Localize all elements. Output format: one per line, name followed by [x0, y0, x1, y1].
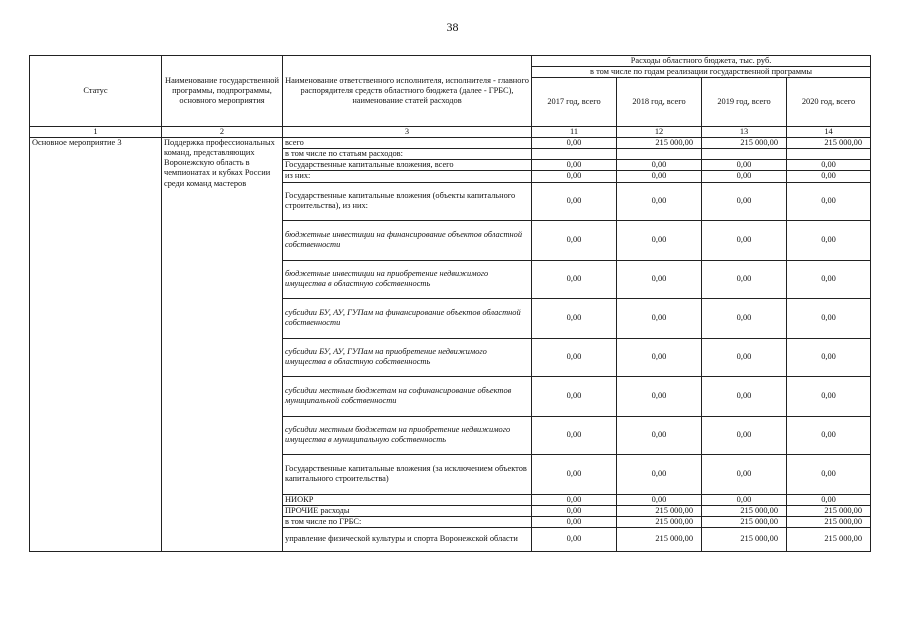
row-value-2018: 0,00: [617, 454, 702, 494]
row-value-2019: 215 000,00: [702, 505, 787, 516]
row-label: субсидии местным бюджетам на софинансирование объектов муниципальной собственности: [283, 376, 532, 416]
column-index: 2: [162, 127, 283, 138]
row-value-2020: 215 000,00: [787, 516, 871, 527]
row-label: в том числе по ГРБС:: [283, 516, 532, 527]
row-value-2019: 0,00: [702, 260, 787, 298]
row-value-2018: 0,00: [617, 182, 702, 220]
table-row: [30, 138, 871, 149]
row-value-2018: 0,00: [617, 338, 702, 376]
budget-table: [29, 55, 871, 552]
row-value-2018: 0,00: [617, 160, 702, 171]
row-value-2017: 0,00: [532, 527, 617, 551]
row-label: ПРОЧИЕ расходы: [283, 505, 532, 516]
row-value-2017: 0,00: [532, 376, 617, 416]
row-value-2018: 215 000,00: [617, 516, 702, 527]
row-label: Государственные капитальные вложения, всего: [283, 160, 532, 171]
row-value-2018: 0,00: [617, 171, 702, 182]
row-value-2017: 0,00: [532, 516, 617, 527]
column-index: 3: [283, 127, 532, 138]
row-label: Государственные капитальные вложения (объекты капитального строительства), из них:: [283, 182, 532, 220]
header-year-2019: 2019 год, всего: [702, 78, 787, 127]
row-label: Государственные капитальные вложения (за исключением объектов капитального строительства): [283, 454, 532, 494]
row-value-2020: 0,00: [787, 416, 871, 454]
row-label: НИОКР: [283, 494, 532, 505]
column-index: 14: [787, 127, 871, 138]
row-value-2019: 215 000,00: [702, 138, 787, 149]
header-status: Статус: [30, 56, 162, 127]
row-value-2019: 0,00: [702, 376, 787, 416]
row-value-2018: 215 000,00: [617, 527, 702, 551]
row-value-2017: 0,00: [532, 454, 617, 494]
row-value-2018: 0,00: [617, 376, 702, 416]
row-label: в том числе по статьям расходов:: [283, 149, 532, 160]
row-value-2018: 215 000,00: [617, 505, 702, 516]
row-value-2018: 0,00: [617, 298, 702, 338]
row-value-2018: 0,00: [617, 260, 702, 298]
column-index-row: [30, 127, 871, 138]
row-label: субсидии БУ, АУ, ГУПам на финансирование объектов областной собственности: [283, 298, 532, 338]
row-value-2017: 0,00: [532, 138, 617, 149]
row-value-2018: 0,00: [617, 220, 702, 260]
row-value-2018: 0,00: [617, 494, 702, 505]
row-value-2019: 0,00: [702, 182, 787, 220]
row-value-2019: 0,00: [702, 171, 787, 182]
row-value-2017: 0,00: [532, 182, 617, 220]
header-year-2018: 2018 год, всего: [617, 78, 702, 127]
row-value-2019: 0,00: [702, 160, 787, 171]
row-value-2017: 0,00: [532, 416, 617, 454]
row-value-2017: 0,00: [532, 338, 617, 376]
row-value-2020: 0,00: [787, 260, 871, 298]
column-index: 1: [30, 127, 162, 138]
row-label: управление физической культуры и спорта Воронежской области: [283, 527, 532, 551]
row-value-2018: 0,00: [617, 416, 702, 454]
row-value-2017: 0,00: [532, 505, 617, 516]
page-number: 38: [446, 20, 459, 34]
row-value-2020: 0,00: [787, 494, 871, 505]
row-value-2017: 0,00: [532, 260, 617, 298]
row-value-2017: 0,00: [532, 494, 617, 505]
row-value-2020: 0,00: [787, 454, 871, 494]
row-value-2017: 0,00: [532, 171, 617, 182]
header-year-2017: 2017 год, всего: [532, 78, 617, 127]
row-label: из них:: [283, 171, 532, 182]
row-value-2020: 0,00: [787, 182, 871, 220]
column-index: 13: [702, 127, 787, 138]
status-cell: Основное мероприятие 3: [30, 138, 162, 552]
row-value-2017: 0,00: [532, 298, 617, 338]
column-index: 12: [617, 127, 702, 138]
row-value-2020: 0,00: [787, 376, 871, 416]
row-value-2020: 215 000,00: [787, 138, 871, 149]
row-value-2019: 0,00: [702, 494, 787, 505]
row-value-2019: 0,00: [702, 416, 787, 454]
row-value-2019: 0,00: [702, 454, 787, 494]
row-value-2017: 0,00: [532, 220, 617, 260]
header-by-years: в том числе по годам реализации государственной программы: [532, 67, 871, 78]
row-label: бюджетные инвестиции на приобретение недвижимого имущества в областную собственность: [283, 260, 532, 298]
row-value-2019: 215 000,00: [702, 527, 787, 551]
header-expenses: Расходы областного бюджета, тыс. руб.: [532, 56, 871, 67]
row-value-2019: 0,00: [702, 220, 787, 260]
row-value-2020: 0,00: [787, 338, 871, 376]
header-program-name: Наименование государственной программы, подпрограммы, основного мероприятия: [162, 56, 283, 127]
row-value-2020: 0,00: [787, 160, 871, 171]
row-value-2019: 0,00: [702, 298, 787, 338]
row-value-2019: 215 000,00: [702, 516, 787, 527]
header-executor: Наименование ответственного исполнителя, исполнителя - главного распорядителя средств областного бюджета (далее - ГРБС), наименование статей расходов: [283, 56, 532, 127]
row-value-2020: 215 000,00: [787, 527, 871, 551]
column-index: 11: [532, 127, 617, 138]
row-label: субсидии БУ, АУ, ГУПам на приобретение недвижимого имущества в областную собственность: [283, 338, 532, 376]
row-label: бюджетные инвестиции на финансирование объектов областной собственности: [283, 220, 532, 260]
header-year-2020: 2020 год, всего: [787, 78, 871, 127]
row-value-2020: 0,00: [787, 220, 871, 260]
row-label: всего: [283, 138, 532, 149]
row-value-2019: 0,00: [702, 338, 787, 376]
row-value-2017: 0,00: [532, 160, 617, 171]
row-value-2020: 0,00: [787, 298, 871, 338]
row-label: субсидии местным бюджетам на приобретение недвижимого имущества в муниципальную собственность: [283, 416, 532, 454]
row-value-2018: 215 000,00: [617, 138, 702, 149]
row-value-2020: 0,00: [787, 171, 871, 182]
row-value-2020: 215 000,00: [787, 505, 871, 516]
program-cell: Поддержка профессиональных команд, представляющих Воронежскую область в чемпионатах и кубках России среди команд мастеров: [162, 138, 283, 552]
